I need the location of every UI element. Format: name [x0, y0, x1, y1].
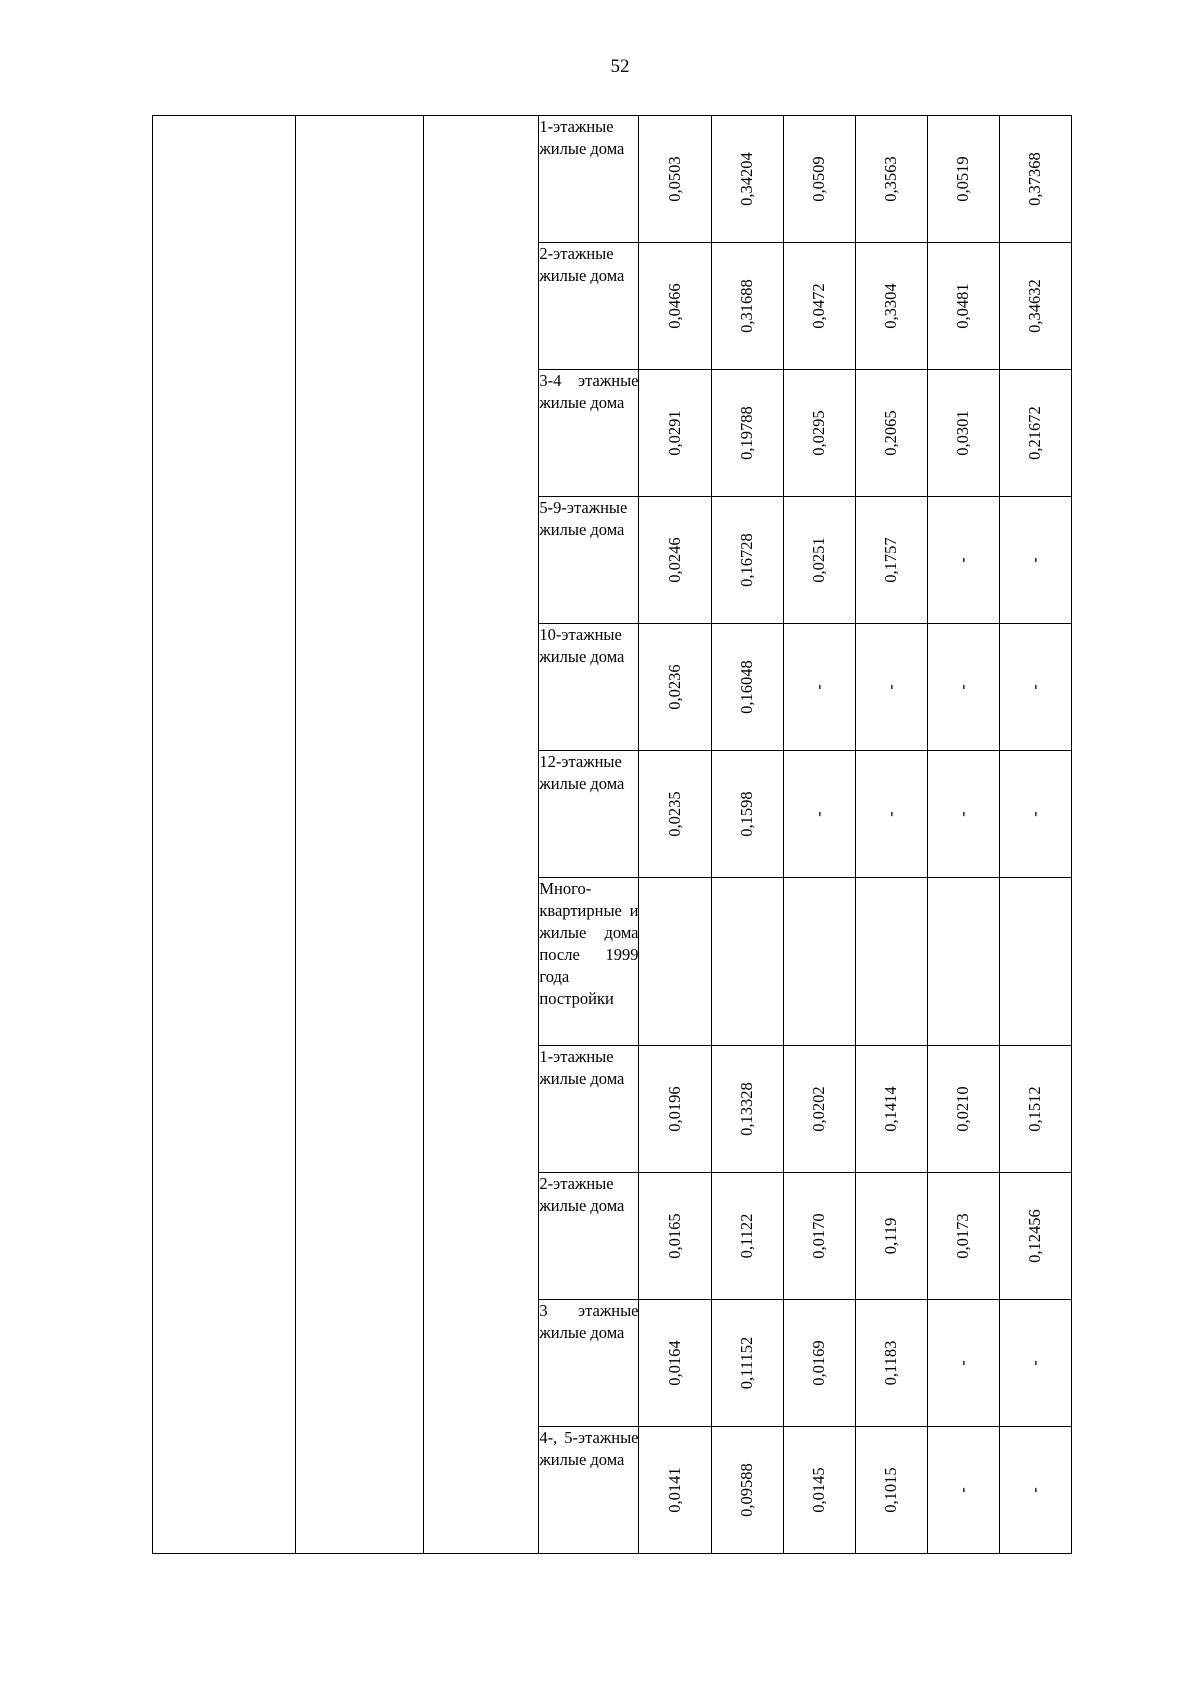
value-cell: - — [927, 497, 999, 624]
building-type-label: 2-этажные жилые дома — [539, 243, 639, 370]
value-cell: 0,0509 — [783, 116, 855, 243]
value-cell: 0,119 — [855, 1173, 927, 1300]
value-cell — [639, 878, 711, 1046]
value-cell: 0,0202 — [783, 1046, 855, 1173]
building-type-label: 4-, 5-этажные жилые дома — [539, 1427, 639, 1554]
value-cell: 0,0173 — [927, 1173, 999, 1300]
value-cell: 0,1015 — [855, 1427, 927, 1554]
value-cell: 0,21672 — [999, 370, 1071, 497]
value-cell: 0,0466 — [639, 243, 711, 370]
value-cell: 0,0246 — [639, 497, 711, 624]
value-cell: 0,16728 — [711, 497, 783, 624]
value-cell: 0,0164 — [639, 1300, 711, 1427]
value-cell: 0,3563 — [855, 116, 927, 243]
blank-column-2 — [296, 116, 424, 1554]
value-cell: 0,1512 — [999, 1046, 1071, 1173]
building-type-label: 12-этажные жилые дома — [539, 751, 639, 878]
value-cell: 0,31688 — [711, 243, 783, 370]
value-cell: - — [999, 624, 1071, 751]
value-cell: 0,0235 — [639, 751, 711, 878]
value-cell: 0,0169 — [783, 1300, 855, 1427]
value-cell: - — [927, 1427, 999, 1554]
building-type-label: 1-этажные жилые дома — [539, 1046, 639, 1173]
value-cell — [927, 878, 999, 1046]
value-cell: - — [783, 751, 855, 878]
value-cell: - — [855, 624, 927, 751]
value-cell: - — [999, 751, 1071, 878]
building-type-label: 5-9-этажные жилые дома — [539, 497, 639, 624]
value-cell: 0,34632 — [999, 243, 1071, 370]
value-cell: 0,0291 — [639, 370, 711, 497]
value-cell: 0,12456 — [999, 1173, 1071, 1300]
building-type-label: 2-этажные жилые дома — [539, 1173, 639, 1300]
value-cell: 0,1598 — [711, 751, 783, 878]
value-cell: 0,1414 — [855, 1046, 927, 1173]
building-type-label: 3-4 этажные жилые дома — [539, 370, 639, 497]
value-cell: 0,1122 — [711, 1173, 783, 1300]
value-cell: 0,13328 — [711, 1046, 783, 1173]
value-cell: 0,0145 — [783, 1427, 855, 1554]
table-row — [153, 116, 1072, 243]
value-cell: 0,1757 — [855, 497, 927, 624]
value-cell: - — [855, 751, 927, 878]
value-cell: 0,0519 — [927, 116, 999, 243]
value-cell: - — [999, 1300, 1071, 1427]
value-cell: - — [927, 751, 999, 878]
value-cell: 0,19788 — [711, 370, 783, 497]
value-cell: 0,0503 — [639, 116, 711, 243]
value-cell: 0,2065 — [855, 370, 927, 497]
value-cell: 0,11152 — [711, 1300, 783, 1427]
value-cell: 0,0196 — [639, 1046, 711, 1173]
rates-table — [152, 115, 1072, 1554]
value-cell: 0,16048 — [711, 624, 783, 751]
value-cell: 0,37368 — [999, 116, 1071, 243]
value-cell: 0,0481 — [927, 243, 999, 370]
value-cell: 0,0251 — [783, 497, 855, 624]
value-cell — [783, 878, 855, 1046]
blank-column-1 — [153, 116, 296, 1554]
value-cell: - — [783, 624, 855, 751]
value-cell: 0,34204 — [711, 116, 783, 243]
value-cell — [855, 878, 927, 1046]
value-cell: 0,0236 — [639, 624, 711, 751]
value-cell: 0,0472 — [783, 243, 855, 370]
value-cell: 0,1183 — [855, 1300, 927, 1427]
value-cell — [711, 878, 783, 1046]
building-type-label: 3 этажные жилые дома — [539, 1300, 639, 1427]
value-cell: 0,0210 — [927, 1046, 999, 1173]
page-number: 52 — [610, 56, 630, 77]
value-cell: - — [999, 1427, 1071, 1554]
building-type-label: 1-этажные жилые дома — [539, 116, 639, 243]
section-heading-label: Многоквартирные и жилые дома после 1999 года постройки — [539, 878, 639, 1046]
value-cell: 0,0170 — [783, 1173, 855, 1300]
value-cell: 0,3304 — [855, 243, 927, 370]
blank-column-3 — [424, 116, 539, 1554]
value-cell: - — [927, 1300, 999, 1427]
value-cell: - — [927, 624, 999, 751]
building-type-label: 10-этажные жилые дома — [539, 624, 639, 751]
value-cell — [999, 878, 1071, 1046]
value-cell: 0,0165 — [639, 1173, 711, 1300]
value-cell: 0,0301 — [927, 370, 999, 497]
value-cell: - — [999, 497, 1071, 624]
value-cell: 0,0141 — [639, 1427, 711, 1554]
value-cell: 0,09588 — [711, 1427, 783, 1554]
value-cell: 0,0295 — [783, 370, 855, 497]
